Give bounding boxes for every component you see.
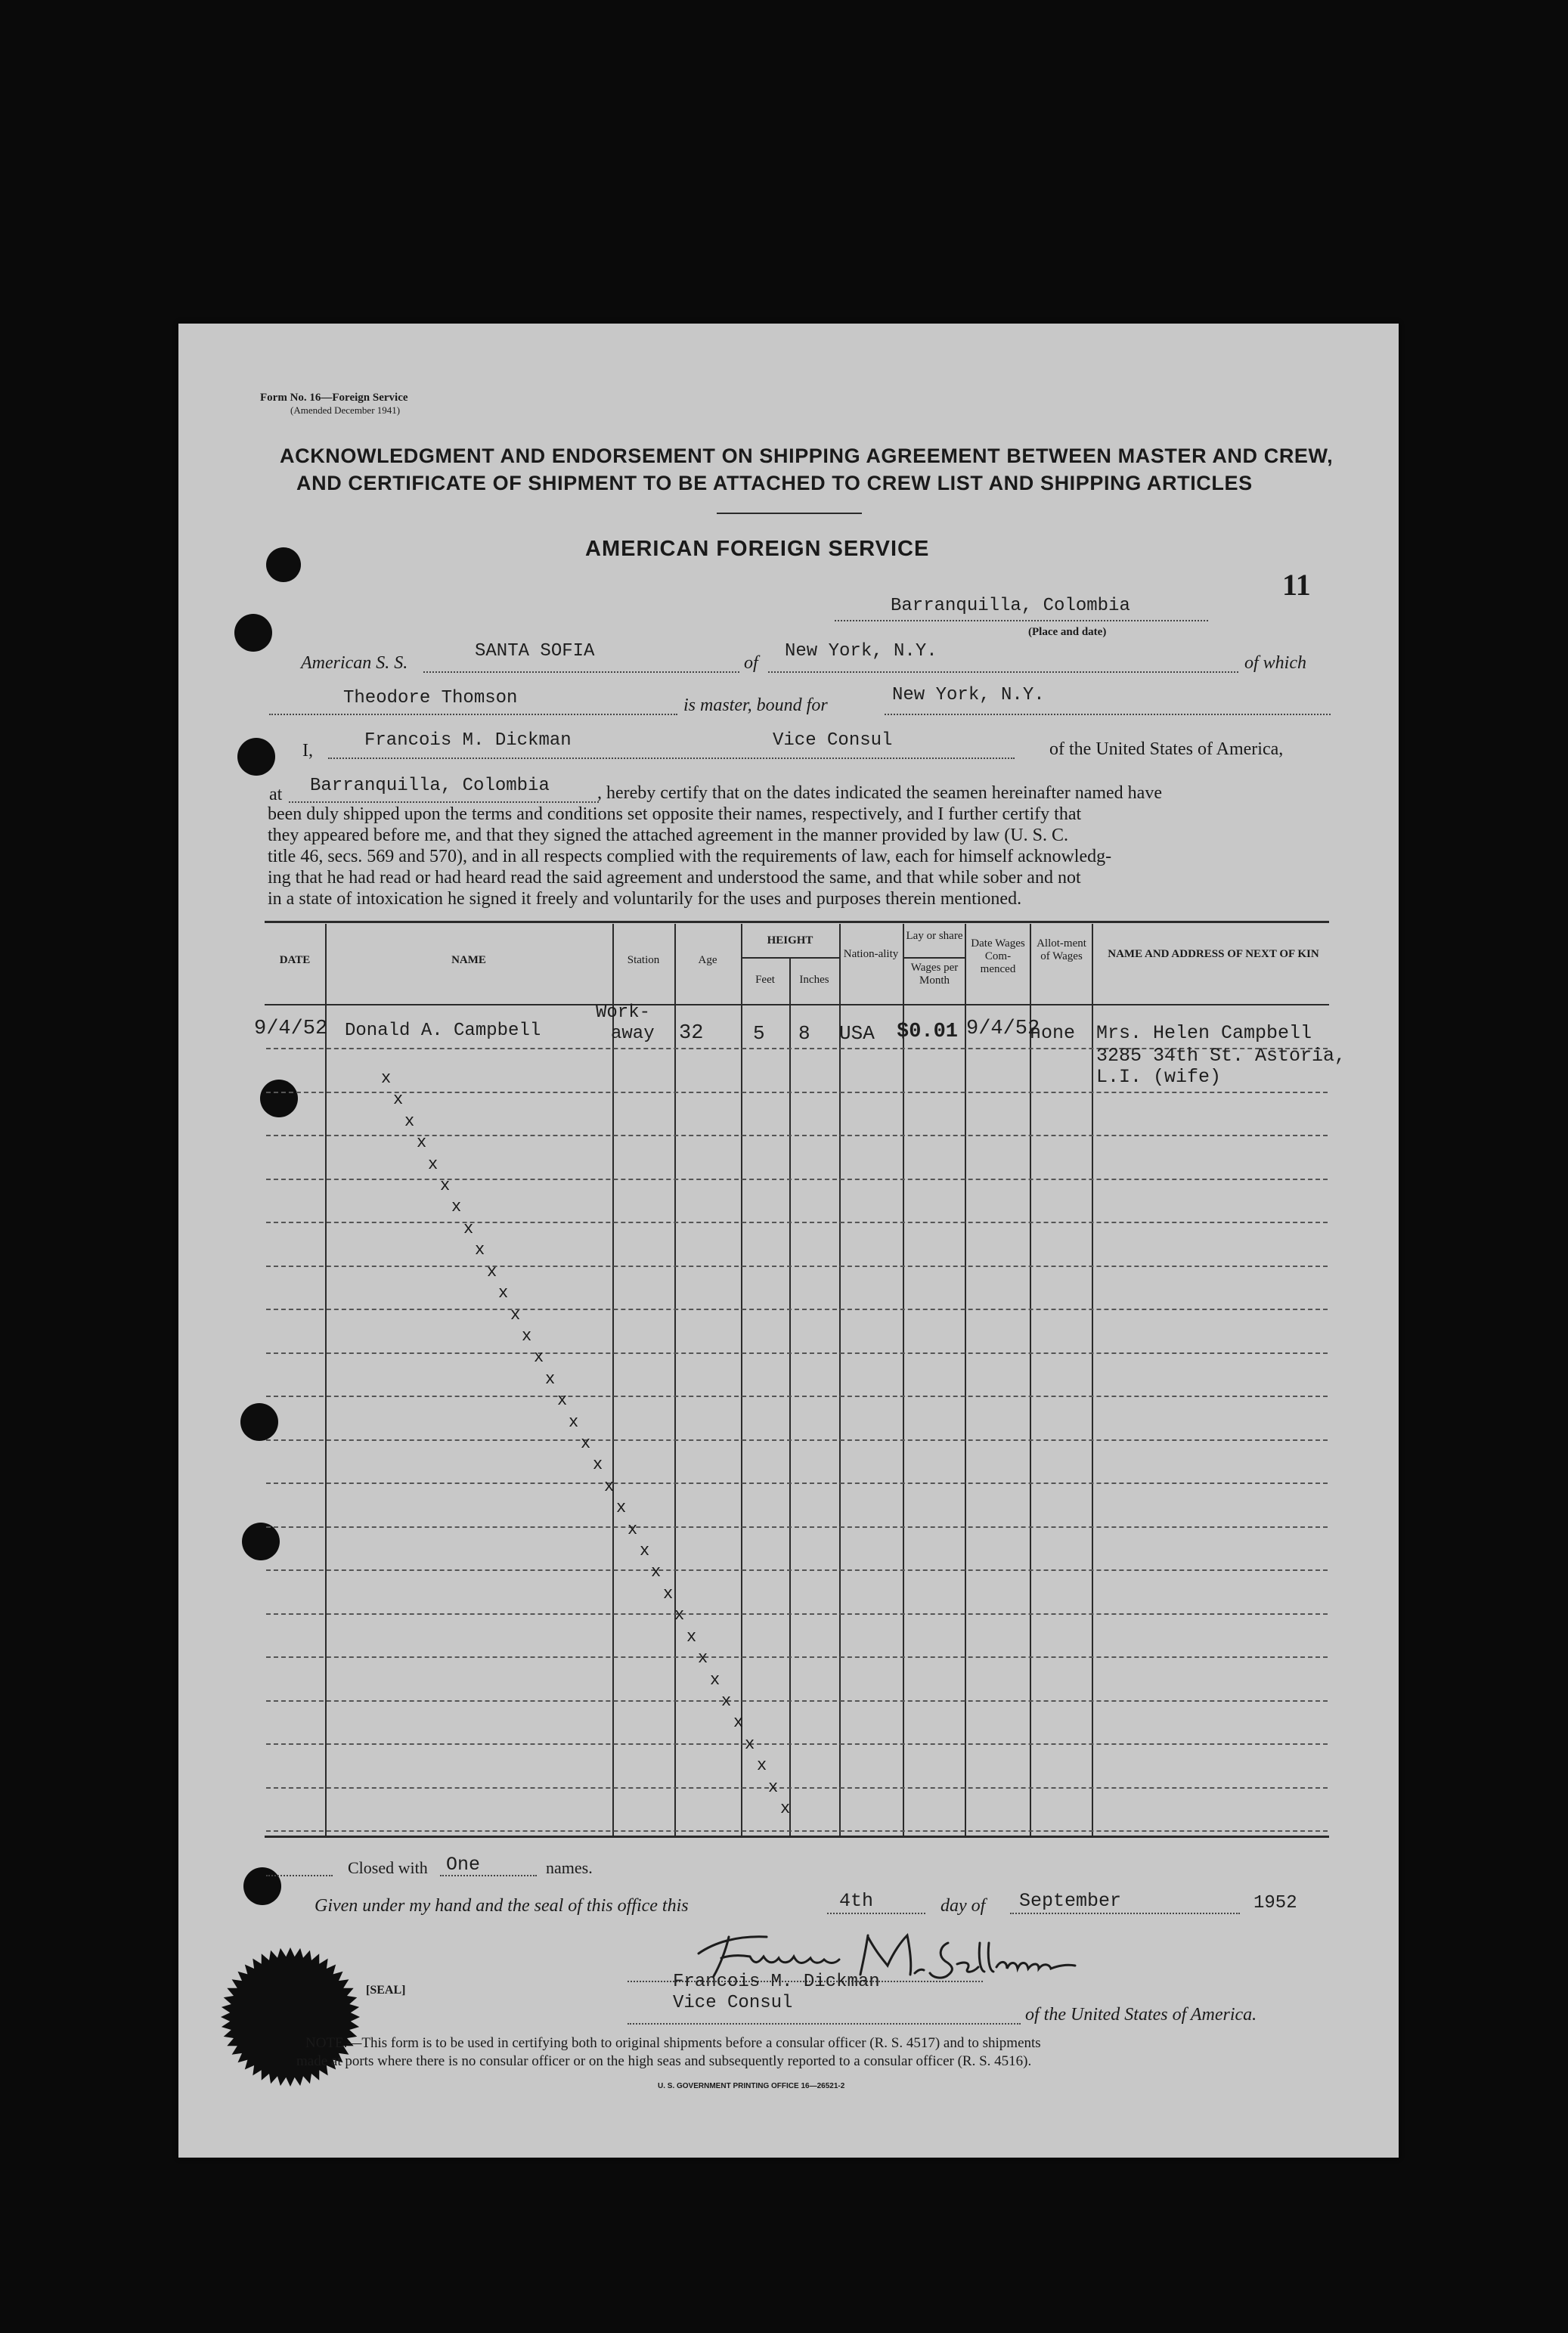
table-row-rule: [266, 1266, 1328, 1267]
punch-hole: [234, 614, 272, 652]
header-date: DATE: [279, 954, 311, 966]
officer-line: [328, 758, 1015, 759]
home-port-line: [768, 671, 1238, 673]
form-document: [178, 324, 1399, 2158]
at-place: Barranquilla, Colombia: [310, 776, 550, 796]
table-row-rule: [266, 1526, 1328, 1528]
given-day: 4th: [839, 1890, 874, 1912]
cancellation-x: x: [545, 1370, 556, 1389]
cancellation-x: x: [569, 1413, 579, 1432]
closing-of-us: of the United States of America.: [1025, 2005, 1257, 2025]
entry-kin-name: Mrs. Helen Campbell: [1096, 1022, 1312, 1044]
closed-with-label: Closed with: [348, 1858, 428, 1877]
cancellation-x: x: [757, 1756, 767, 1775]
table-row-rule: [266, 1352, 1328, 1354]
cancellation-x: x: [510, 1306, 521, 1325]
column-divider: [325, 924, 327, 1836]
cancellation-x: x: [663, 1585, 674, 1603]
of-us-label: of the United States of America,: [1049, 739, 1284, 759]
page-number: 11: [1282, 568, 1311, 602]
column-divider: [1030, 924, 1031, 1836]
share-header-rule: [904, 957, 965, 959]
cancellation-x: x: [463, 1219, 474, 1238]
given-month: September: [1019, 1890, 1122, 1912]
certify-line: in a state of intoxication he signed it freely and voluntarily for the uses and purposes therein mentioned.: [268, 889, 1022, 909]
column-divider: [612, 924, 614, 1836]
certify-text-first: , hereby certify that on the dates indicated the seamen hereinafter named have: [597, 783, 1162, 803]
punch-hole: [266, 547, 301, 582]
header-age: Age: [698, 954, 717, 966]
table-bottom-rule: [265, 1836, 1329, 1838]
punch-hole: [240, 1403, 278, 1441]
cancellation-x: x: [616, 1498, 627, 1517]
entry-nationality: USA: [839, 1022, 875, 1045]
table-row-rule: [266, 1569, 1328, 1571]
cancellation-x: x: [604, 1477, 615, 1496]
cancellation-x: x: [557, 1391, 568, 1410]
header-lay-share: Lay or share: [906, 930, 963, 942]
cancellation-x: x: [534, 1348, 544, 1367]
header-allotment: Allot-ment of Wages: [1037, 937, 1086, 962]
cancellation-x: x: [475, 1241, 485, 1259]
entry-kin-relation: L.I. (wife): [1096, 1066, 1222, 1088]
vessel-prefix: American S. S.: [301, 653, 408, 673]
cancellation-x: x: [522, 1327, 532, 1346]
cancellation-x: x: [581, 1434, 591, 1453]
entry-allotment: none: [1030, 1022, 1076, 1044]
cancellation-x: x: [440, 1176, 451, 1195]
printer-credit: U. S. GOVERNMENT PRINTING OFFICE 16—26521-2: [658, 2082, 845, 2090]
table-row-rule: [266, 1700, 1328, 1702]
header-nationality: Nation-ality: [843, 948, 899, 960]
column-divider: [965, 924, 966, 1836]
closed-count-line: [440, 1875, 537, 1876]
title-rule: [717, 513, 862, 514]
cancellation-x: x: [640, 1541, 650, 1560]
cancellation-x: x: [768, 1778, 779, 1797]
certify-line: ing that he had read or had heard read the said agreement and understood the same, and that while sober and not: [268, 868, 1081, 888]
entry-name: Donald A. Campbell: [345, 1021, 541, 1041]
certify-line: been duly shipped upon the terms and conditions set opposite their names, respectively, and I further certify that: [268, 804, 1082, 824]
officer-name: Francois M. Dickman: [364, 730, 572, 751]
cancellation-x: x: [498, 1284, 509, 1303]
cancellation-x: x: [381, 1069, 392, 1088]
footnote-line-2: made at ports where there is no consular officer or on the high seas and subsequently reported to a consular officer (R. S. 4516).: [296, 2053, 1032, 2069]
cancellation-x: x: [393, 1090, 404, 1109]
entry-wages: $0.01: [897, 1021, 959, 1043]
cancellation-x: x: [721, 1692, 732, 1711]
cancellation-x: x: [674, 1606, 685, 1625]
place-date-caption: (Place and date): [1028, 626, 1107, 638]
column-divider: [1092, 924, 1093, 1836]
cancellation-x: x: [686, 1628, 697, 1647]
form-amended: (Amended December 1941): [290, 404, 401, 416]
destination: New York, N.Y.: [892, 685, 1045, 705]
given-day-line: [827, 1913, 925, 1914]
punch-hole: [243, 1867, 281, 1905]
table-row-rule: [266, 1743, 1328, 1745]
header-name: NAME: [451, 954, 486, 966]
header-feet: Feet: [755, 974, 775, 986]
header-inches: Inches: [799, 974, 829, 986]
punch-hole: [260, 1080, 298, 1117]
entry-station-2: away: [611, 1024, 655, 1044]
cancellation-x: x: [745, 1735, 755, 1754]
column-divider: [674, 924, 676, 1836]
cancellation-x: x: [593, 1455, 603, 1474]
cancellation-x: x: [733, 1713, 744, 1732]
entry-age: 32: [679, 1022, 704, 1045]
entry-date-commenced: 9/4/52: [966, 1018, 1040, 1040]
master-name: Theodore Thomson: [343, 688, 518, 708]
master-line: [269, 714, 677, 715]
home-port: New York, N.Y.: [785, 641, 937, 661]
cancellation-x: x: [698, 1649, 708, 1668]
form-title-line-2: AND CERTIFICATE OF SHIPMENT TO BE ATTACHED TO CREW LIST AND SHIPPING ARTICLES: [296, 472, 1253, 494]
vessel-name: SANTA SOFIA: [475, 641, 595, 661]
given-under-label: Given under my hand and the seal of this office this: [315, 1896, 689, 1916]
signer-name: Francois M. Dickman: [673, 1972, 880, 1992]
punch-hole: [242, 1523, 280, 1560]
entry-inches: 8: [798, 1022, 810, 1045]
at-place-line: [289, 801, 599, 803]
form-number: Form No. 16—Foreign Service: [260, 392, 408, 404]
cancellation-x: x: [404, 1112, 415, 1131]
height-header-rule: [742, 957, 839, 959]
seal-label: [SEAL]: [366, 1984, 406, 1997]
closed-count: One: [446, 1854, 481, 1876]
service-heading: AMERICAN FOREIGN SERVICE: [585, 537, 930, 561]
table-row-rule: [266, 1222, 1328, 1223]
cancellation-x: x: [487, 1263, 497, 1281]
table-row-rule: [266, 1483, 1328, 1484]
table-row-rule: [266, 1309, 1328, 1310]
table-row-rule: [266, 1656, 1328, 1658]
column-divider: [741, 924, 742, 1836]
table-row-rule: [266, 1439, 1328, 1441]
form-title-line-1: ACKNOWLEDGMENT AND ENDORSEMENT ON SHIPPING AGREEMENT BETWEEN MASTER AND CREW,: [280, 445, 1334, 467]
entry-feet: 5: [753, 1022, 765, 1045]
cancellation-x: x: [451, 1197, 462, 1216]
entry-station-1: Work-: [596, 1002, 651, 1023]
column-divider: [839, 924, 841, 1836]
entry-date: 9/4/52: [254, 1018, 328, 1040]
day-of-label: day of: [940, 1896, 986, 1916]
at-label: at: [269, 785, 283, 804]
table-row-rule: [266, 1830, 1328, 1832]
names-label: names.: [546, 1858, 593, 1877]
table-top-rule: [265, 921, 1329, 923]
table-row-rule: [266, 1613, 1328, 1615]
cancellation-x: x: [780, 1799, 791, 1818]
place-date-value: Barranquilla, Colombia: [891, 596, 1130, 616]
i-label: I,: [302, 741, 313, 761]
closed-left-line: [266, 1875, 333, 1876]
cancellation-x: x: [628, 1520, 638, 1539]
table-row-rule: [266, 1396, 1328, 1397]
table-header-rule: [265, 1004, 1329, 1005]
header-height: HEIGHT: [767, 934, 813, 947]
punch-hole: [237, 738, 275, 776]
header-wages: Wages per Month: [910, 962, 959, 987]
vessel-line: [423, 671, 739, 673]
header-date-wages: Date Wages Com-menced: [971, 937, 1025, 975]
table-row-rule: [266, 1179, 1328, 1180]
official-seal-icon: [215, 1932, 366, 2114]
given-month-line: [1010, 1913, 1240, 1914]
footnote-line-1: NOTE.—This form is to be used in certifying both to original shipments before a consular officer (R. S. 4517) and to shipments: [305, 2035, 1041, 2051]
column-divider: [903, 924, 904, 1836]
certify-line: title 46, secs. 569 and 570), and in all respects complied with the requirements of law, each for himself acknowledg-: [268, 847, 1112, 866]
table-row-rule: [266, 1092, 1328, 1093]
entry-kin-address: 3285 34th St. Astoria,: [1096, 1045, 1346, 1067]
cancellation-x: x: [651, 1563, 662, 1582]
officer-title: Vice Consul: [773, 730, 893, 751]
certify-line: they appeared before me, and that they signed the attached agreement in the manner provided by law (U. S. C.: [268, 826, 1068, 845]
table-row-rule: [266, 1787, 1328, 1789]
signer-title: Vice Consul: [673, 1993, 793, 2013]
header-next-of-kin: NAME AND ADDRESS OF NEXT OF KIN: [1108, 948, 1319, 960]
of-label: of: [744, 653, 758, 673]
place-date-line: [835, 620, 1208, 621]
header-station: Station: [627, 954, 660, 966]
of-us-line: [628, 2023, 1021, 2025]
cancellation-x: x: [417, 1133, 427, 1152]
given-year: 1952: [1253, 1893, 1297, 1913]
of-which-label: of which: [1244, 653, 1306, 673]
cancellation-x: x: [428, 1155, 438, 1174]
master-bound-label: is master, bound for: [683, 696, 828, 715]
destination-line: [885, 714, 1331, 715]
cancellation-x: x: [710, 1671, 720, 1690]
